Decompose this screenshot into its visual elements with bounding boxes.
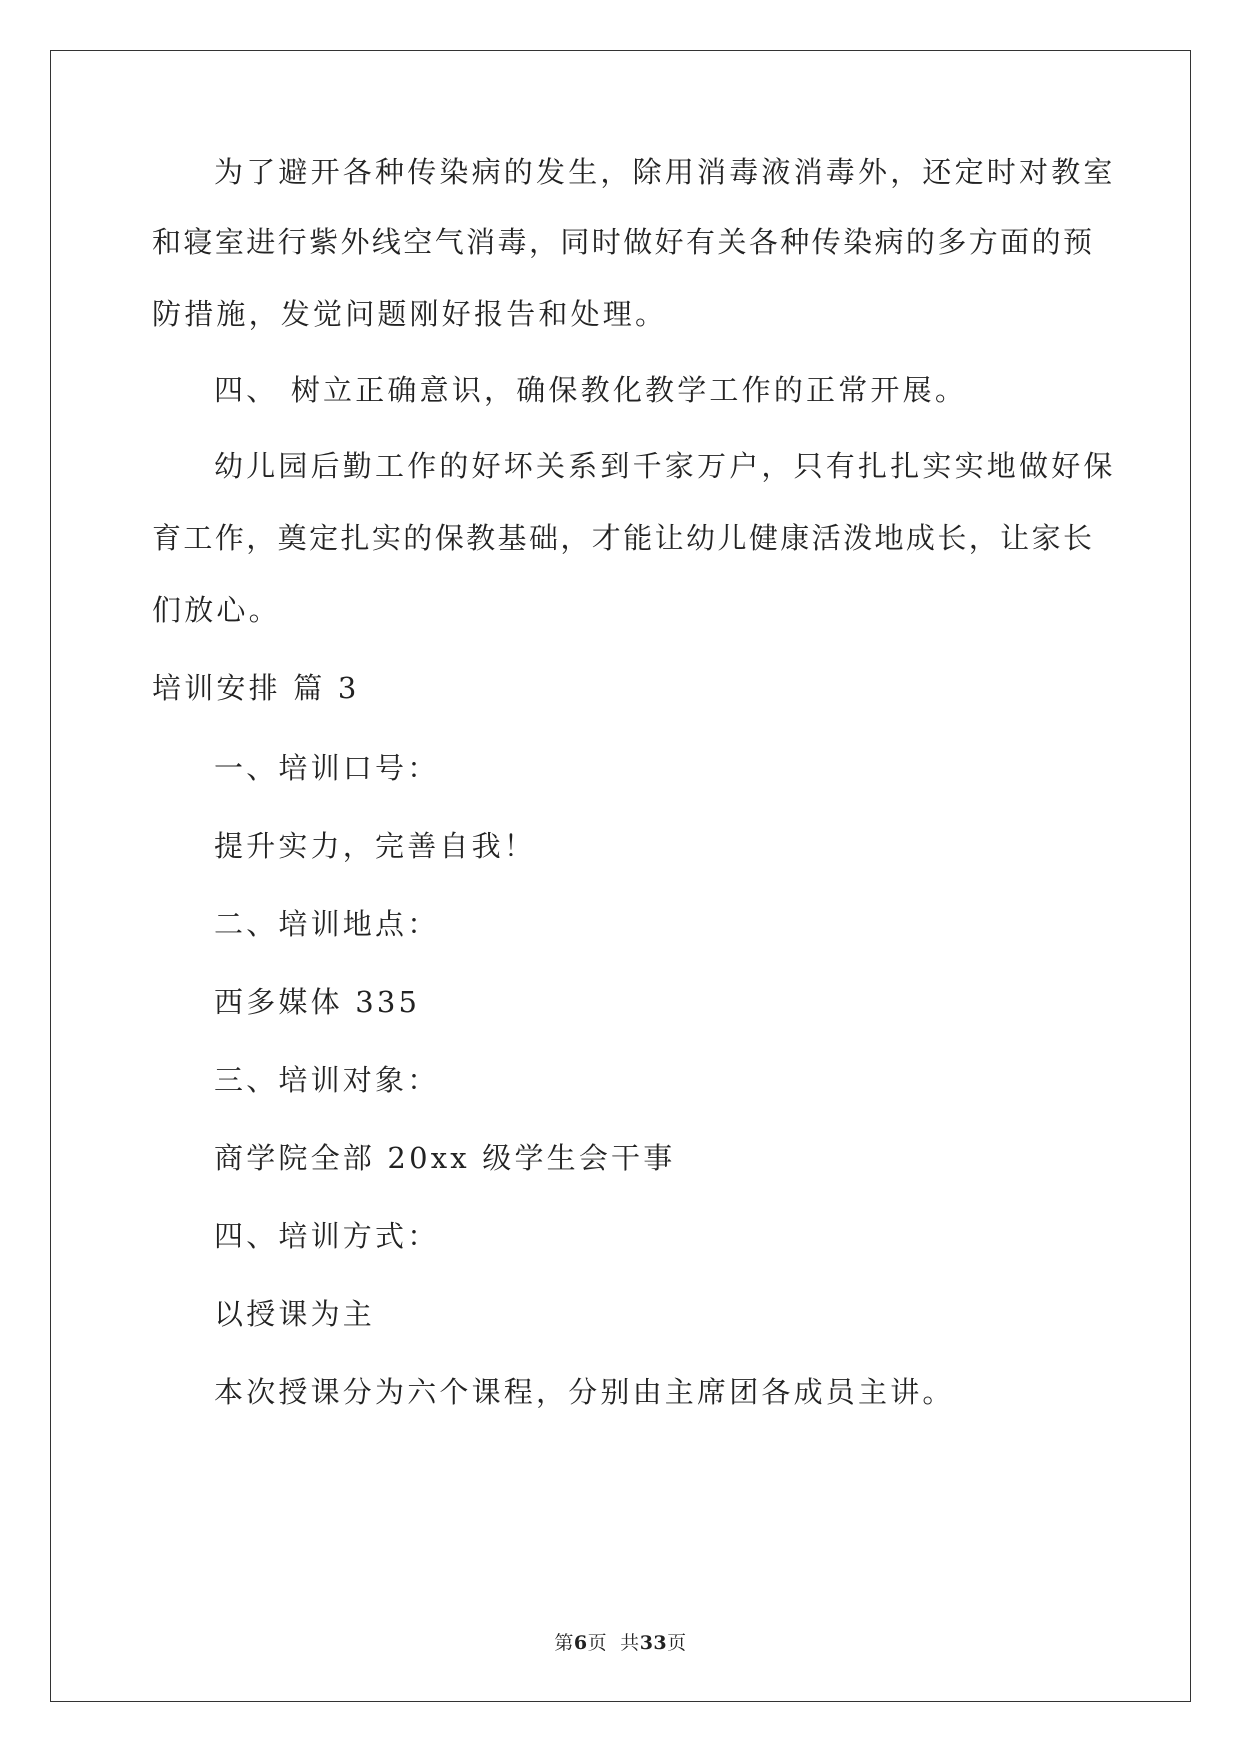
paragraph-line: 幼儿园后勤工作的好坏关系到千家万户，只有扎扎实实地做好保 [214,449,1116,483]
section-heading: 四、培训方式： [214,1219,440,1253]
section-heading: 三、培训对象： [214,1063,440,1097]
section-heading: 一、培训口号： [214,751,440,785]
paragraph-line: 本次授课分为六个课程，分别由主席团各成员主讲。 [214,1375,955,1409]
paragraph-line: 以授课为主 [214,1297,376,1331]
section-heading: 四、 树立正确意识，确保教化教学工作的正常开展。 [214,373,968,407]
paragraph-line: 们放心。 [152,593,281,627]
paragraph-line: 和寝室进行紫外线空气消毒，同时做好有关各种传染病的多方面的预 [152,225,1092,259]
paragraph-line: 防措施，发觉问题刚好报告和处理。 [152,297,668,331]
total-page-count: 33 [639,1632,668,1654]
paragraph-line: 为了避开各种传染病的发生，除用消毒液消毒外，还定时对教室 [214,155,1116,189]
paragraph-line: 育工作，奠定扎实的保教基础，才能让幼儿健康活泼地成长，让家长 [152,521,1092,555]
footer-prefix: 第 [554,1632,574,1654]
footer-suffix: 页 [667,1632,687,1654]
page-footer [0,1628,1241,1655]
section-heading: 二、培训地点： [214,907,440,941]
footer-middle: 页 共 [587,1632,640,1654]
paragraph-line: 西多媒体 335 [214,985,421,1019]
paragraph-line: 提升实力，完善自我！ [214,829,537,863]
current-page-number: 6 [573,1632,588,1654]
paragraph-line: 商学院全部 20xx 级学生会干事 [214,1141,676,1175]
article-title: 培训安排 篇 3 [152,671,360,705]
